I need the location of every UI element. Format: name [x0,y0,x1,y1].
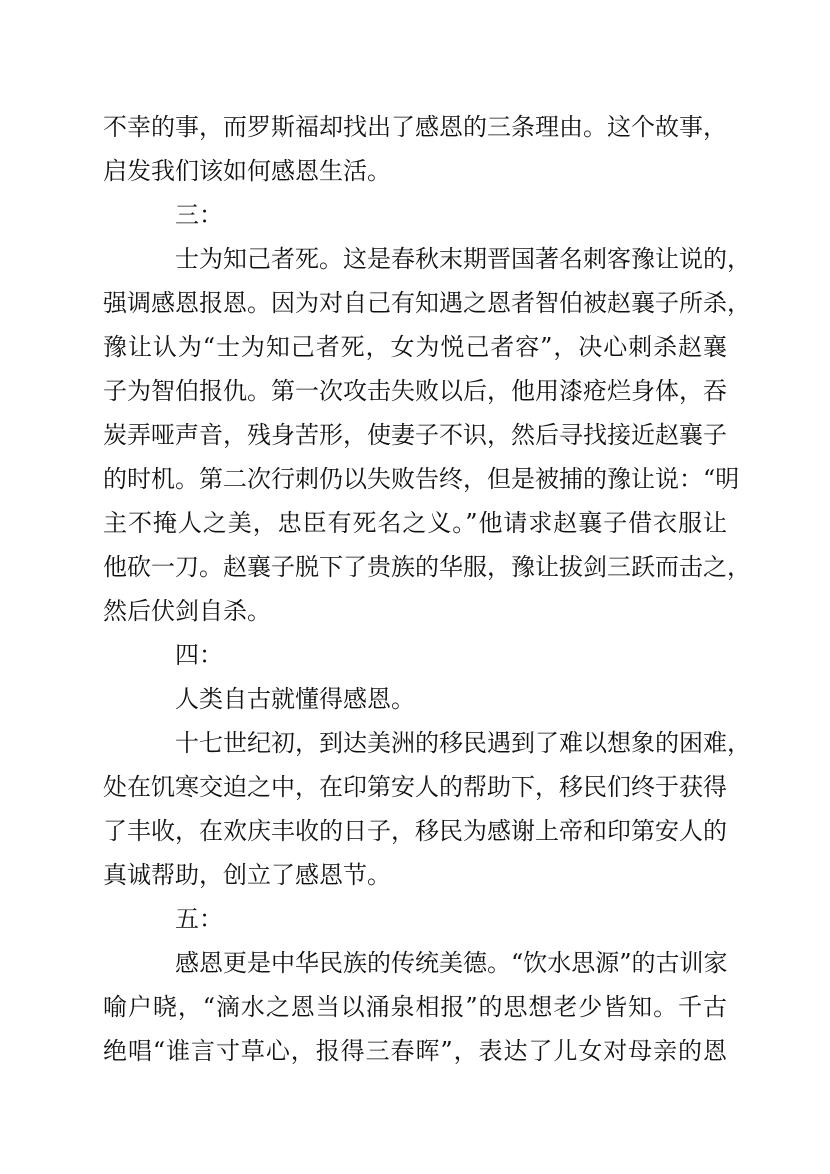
text-line: 的时机。第二次行刺仍以失败告终，但是被捕的豫让说：“明 [103,465,740,493]
text-line: 了丰收，在欢庆丰收的日子，移民为感谢上帝和印第安人的 [103,817,727,845]
text-line: 感恩更是中华民族的传统美德。“饮水思源”的古训家 [175,949,728,977]
section-heading: 五： [175,905,223,933]
section-heading: 三： [175,201,223,229]
text-line: 强调感恩报恩。因为对自己有知遇之恩者智伯被赵襄子所杀， [103,289,751,317]
text-line: 子为智伯报仇。第一次攻击失败以后，他用漆疮烂身体，吞 [103,377,727,405]
text-line: 十七世纪初，到达美洲的移民遇到了难以想象的困难， [175,729,751,757]
text-line: 主不掩人之美，忠臣有死名之义。”他请求赵襄子借衣服让 [103,509,727,537]
section-heading: 四： [175,641,223,669]
text-line: 处在饥寒交迫之中，在印第安人的帮助下，移民们终于获得 [103,773,727,801]
text-line: 他砍一刀。赵襄子脱下了贵族的华服，豫让拔剑三跃而击之， [103,553,751,581]
text-line: 炭弄哑声音，残身苦形，使妻子不识，然后寻找接近赵襄子 [103,421,727,449]
text-line: 豫让认为“士为知己者死，女为悦己者容”，决心刺杀赵襄 [103,333,727,361]
text-line: 不幸的事，而罗斯福却找出了感恩的三条理由。这个故事， [103,113,727,141]
text-line: 喻户晓，“滴水之恩当以涌泉相报”的思想老少皆知。千古 [103,993,727,1021]
text-line: 真诚帮助，创立了感恩节。 [103,861,391,889]
text-line: 人类自古就懂得感恩。 [175,685,415,713]
text-line: 绝唱“谁言寸草心，报得三春晖”，表达了儿女对母亲的恩 [103,1037,727,1065]
text-line: 启发我们该如何感恩生活。 [103,157,391,185]
text-line: 士为知己者死。这是春秋末期晋国著名刺客豫让说的， [175,245,751,273]
text-line: 然后伏剑自杀。 [103,597,271,625]
